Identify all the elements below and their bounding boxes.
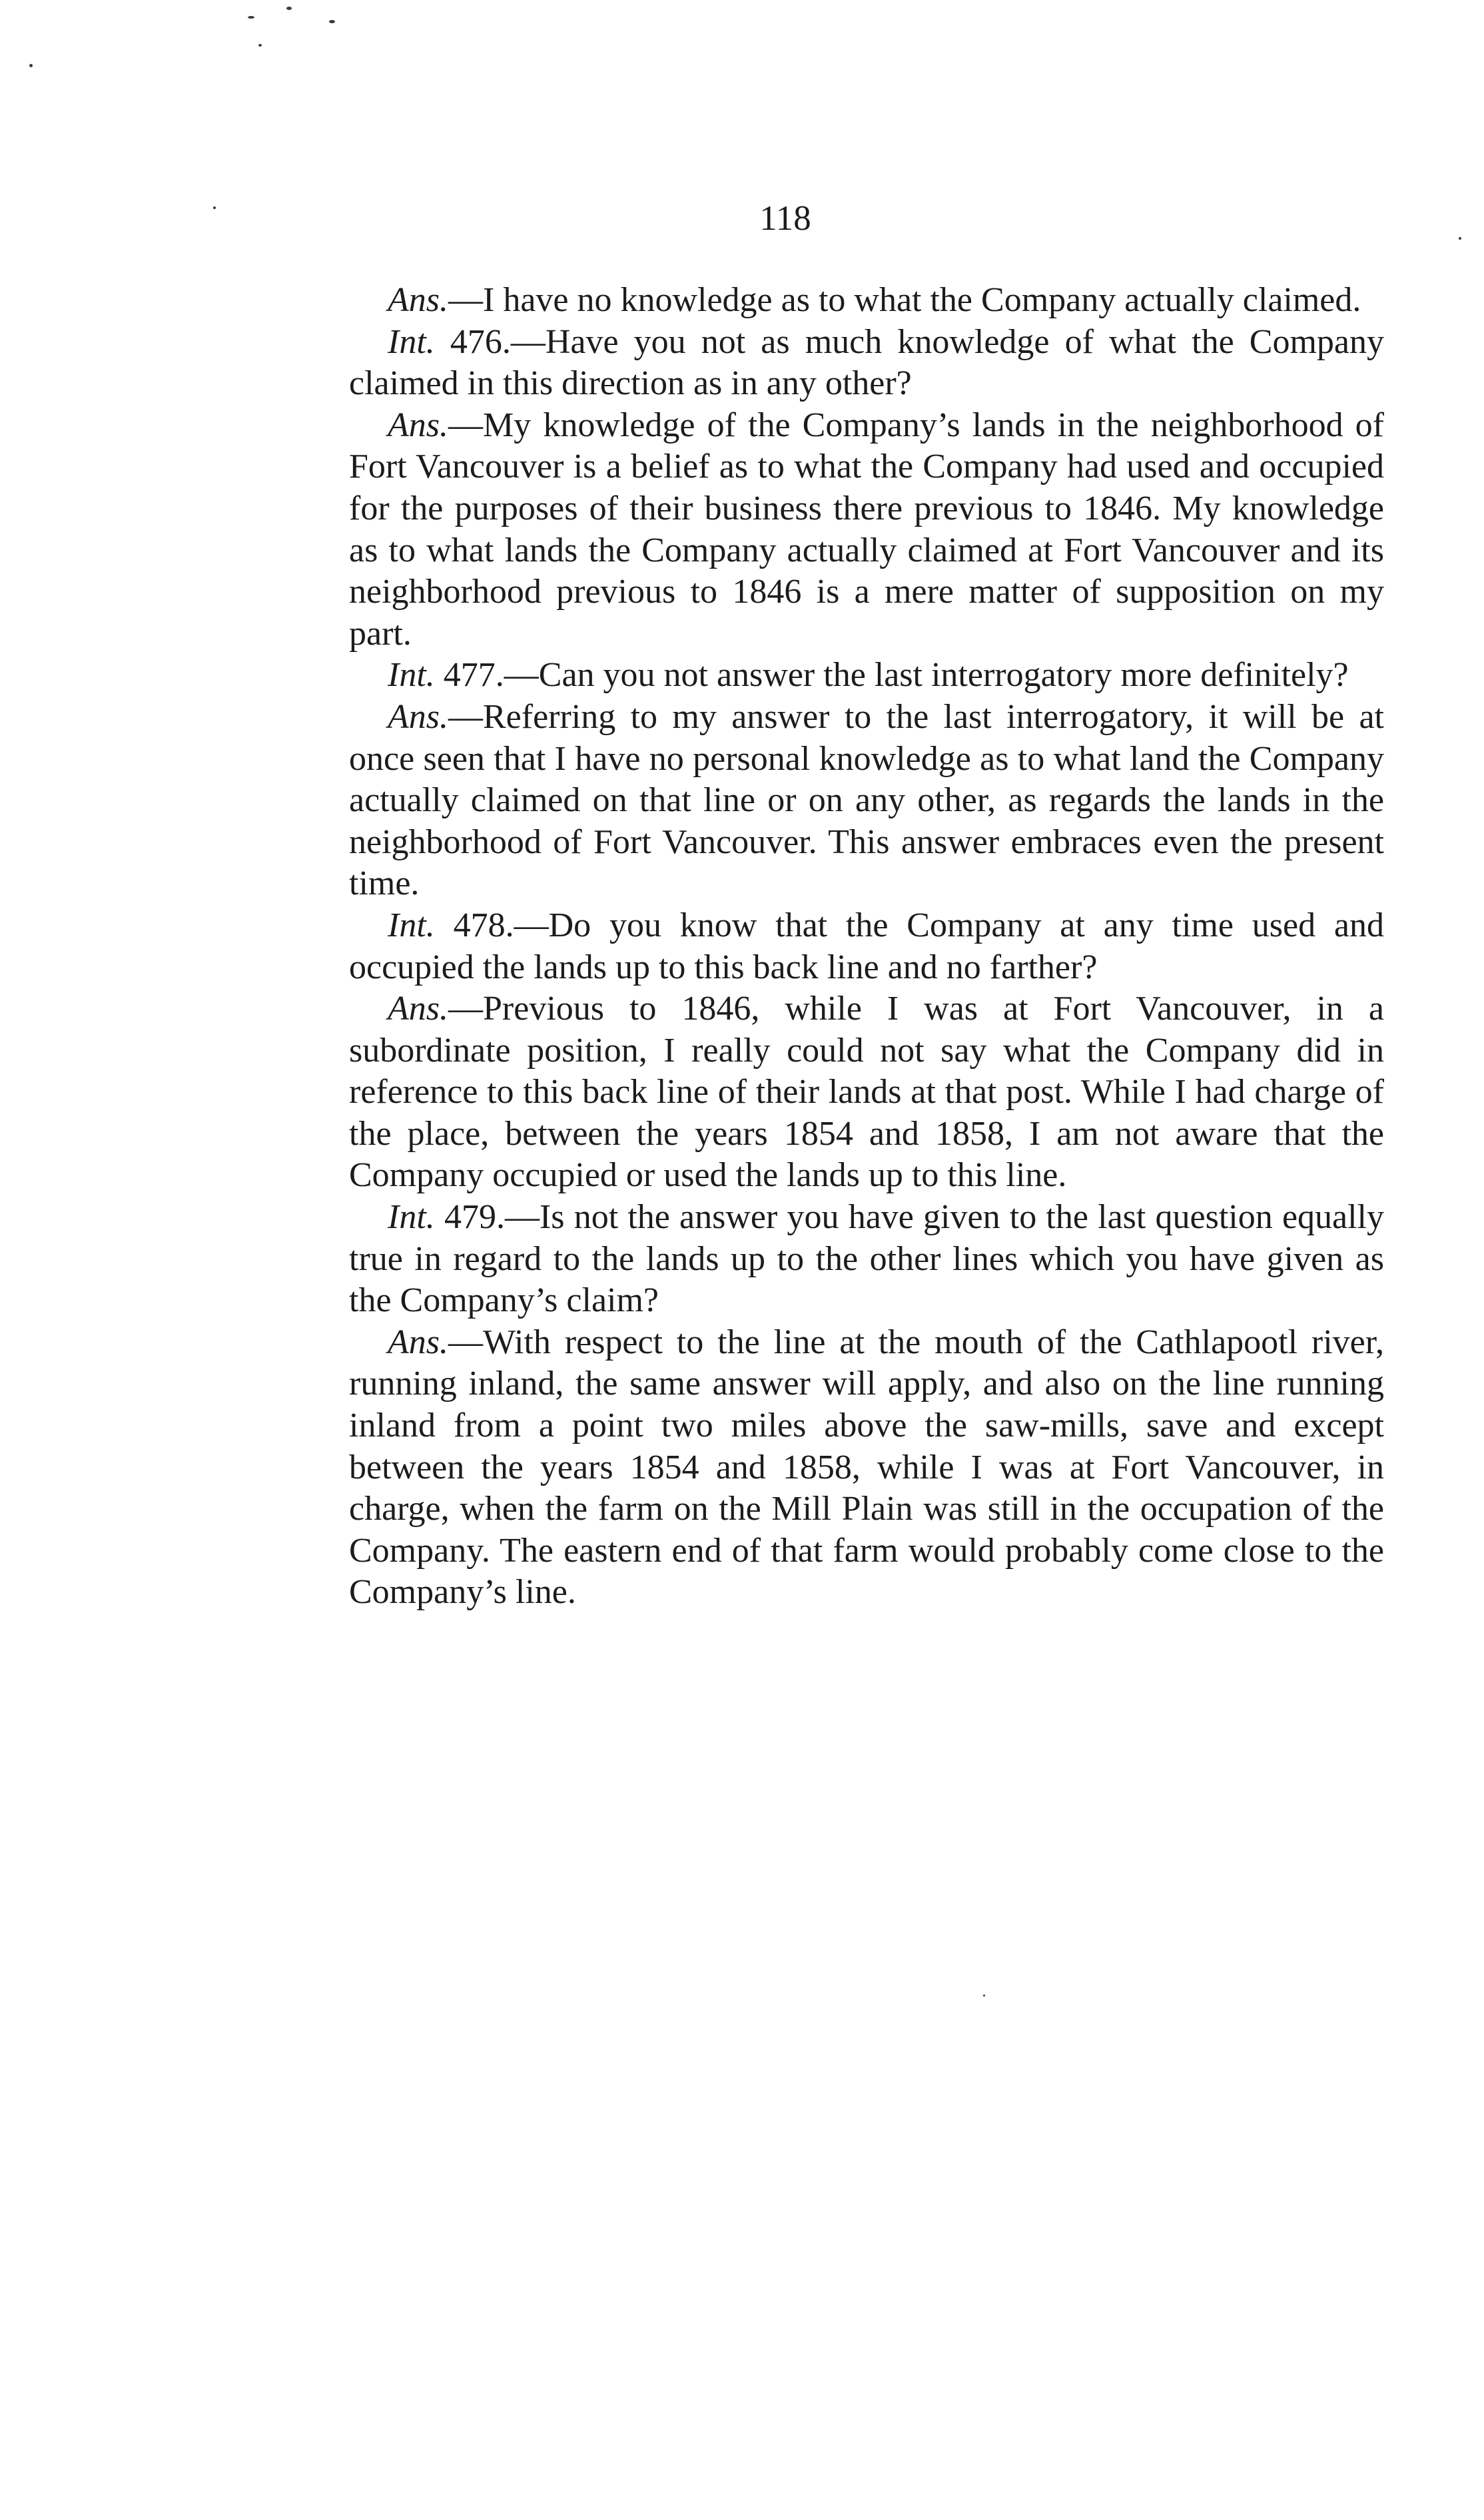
interrogatory-paragraph <box>349 322 1384 405</box>
answer-paragraph <box>349 405 1384 655</box>
paragraph-text: 478.—Do you know that the Company at any time used and occupied the lands up to this back line and no farther? <box>349 906 1384 986</box>
answer-label: Ans. <box>388 1323 448 1361</box>
interrogatory-label: Int. <box>388 656 435 695</box>
paragraph-text: —With respect to the line at the mouth of the Cathlapootl river, running inland, the same answer will apply, and also on the line running inland from a point two miles above the saw-mills, save and except between the years 1854 and 1858, while I was at Fort Vancouver, in charge, when the farm on the Mill Plain was still in the occupation of the Company. The eastern end of that farm would probably come close to the Company’s line. <box>349 1323 1384 1612</box>
paragraph-text: 476.—Have you not as much knowledge of what the Company claimed in this direction as in any other? <box>349 322 1384 403</box>
page-number: 118 <box>759 199 811 238</box>
scan-speck <box>983 1995 985 1997</box>
scan-speck <box>286 7 292 10</box>
paragraph-text: —I have no knowledge as to what the Company actually claimed. <box>448 281 1361 319</box>
paragraph-text: 479.—Is not the answer you have given to the last question equally true in regard to the lands up to the other lines which you have given as the Company’s claim? <box>349 1198 1384 1320</box>
answer-label: Ans. <box>388 697 448 736</box>
interrogatory-paragraph <box>349 905 1384 988</box>
answer-paragraph <box>349 697 1384 905</box>
answer-paragraph <box>349 280 1384 322</box>
paragraph-text: —My knowledge of the Company’s lands in the neighborhood of Fort Vancouver is a belief as to what the Company had used and occupied for the purposes of their business there previous to 1846. My knowledge as to what lands the Company actually claimed at Fort Vancouver and its neighborhood previous to 1846 is a mere matter of supposition on my part. <box>349 406 1384 653</box>
interrogatory-paragraph <box>349 1197 1384 1322</box>
interrogatory-paragraph <box>349 655 1384 697</box>
paragraph-text: 477.—Can you not answer the last interrogatory more definitely? <box>434 656 1349 695</box>
answer-paragraph <box>349 988 1384 1197</box>
interrogatory-label: Int. <box>388 906 435 944</box>
answer-label: Ans. <box>388 281 448 319</box>
paragraph-text: —Referring to my answer to the last interrogatory, it will be at once seen that I have no personal knowledge as to what land the Company actually claimed on that line or on any other, as regards the lands in the neighborhood of Fort Vancouver. This answer embraces even the present time. <box>349 697 1384 903</box>
paragraph-text: —Previous to 1846, while I was at Fort Vancouver, in a subordinate position, I really could not say what the Company did in reference to this back line of their lands at that post. While I had charge of the place, between the years 1854 and 1858, I am not aware that the Company occupied or used the lands up to this line. <box>349 990 1384 1195</box>
scan-speck <box>29 64 33 67</box>
interrogatory-label: Int. <box>388 1198 435 1237</box>
testimony-text <box>349 280 1384 1614</box>
answer-label: Ans. <box>388 990 448 1028</box>
answer-paragraph <box>349 1322 1384 1614</box>
answer-label: Ans. <box>388 406 448 444</box>
scan-speck <box>258 44 262 47</box>
interrogatory-label: Int. <box>388 322 435 361</box>
scan-speck <box>248 16 254 19</box>
scan-speck <box>329 20 335 23</box>
